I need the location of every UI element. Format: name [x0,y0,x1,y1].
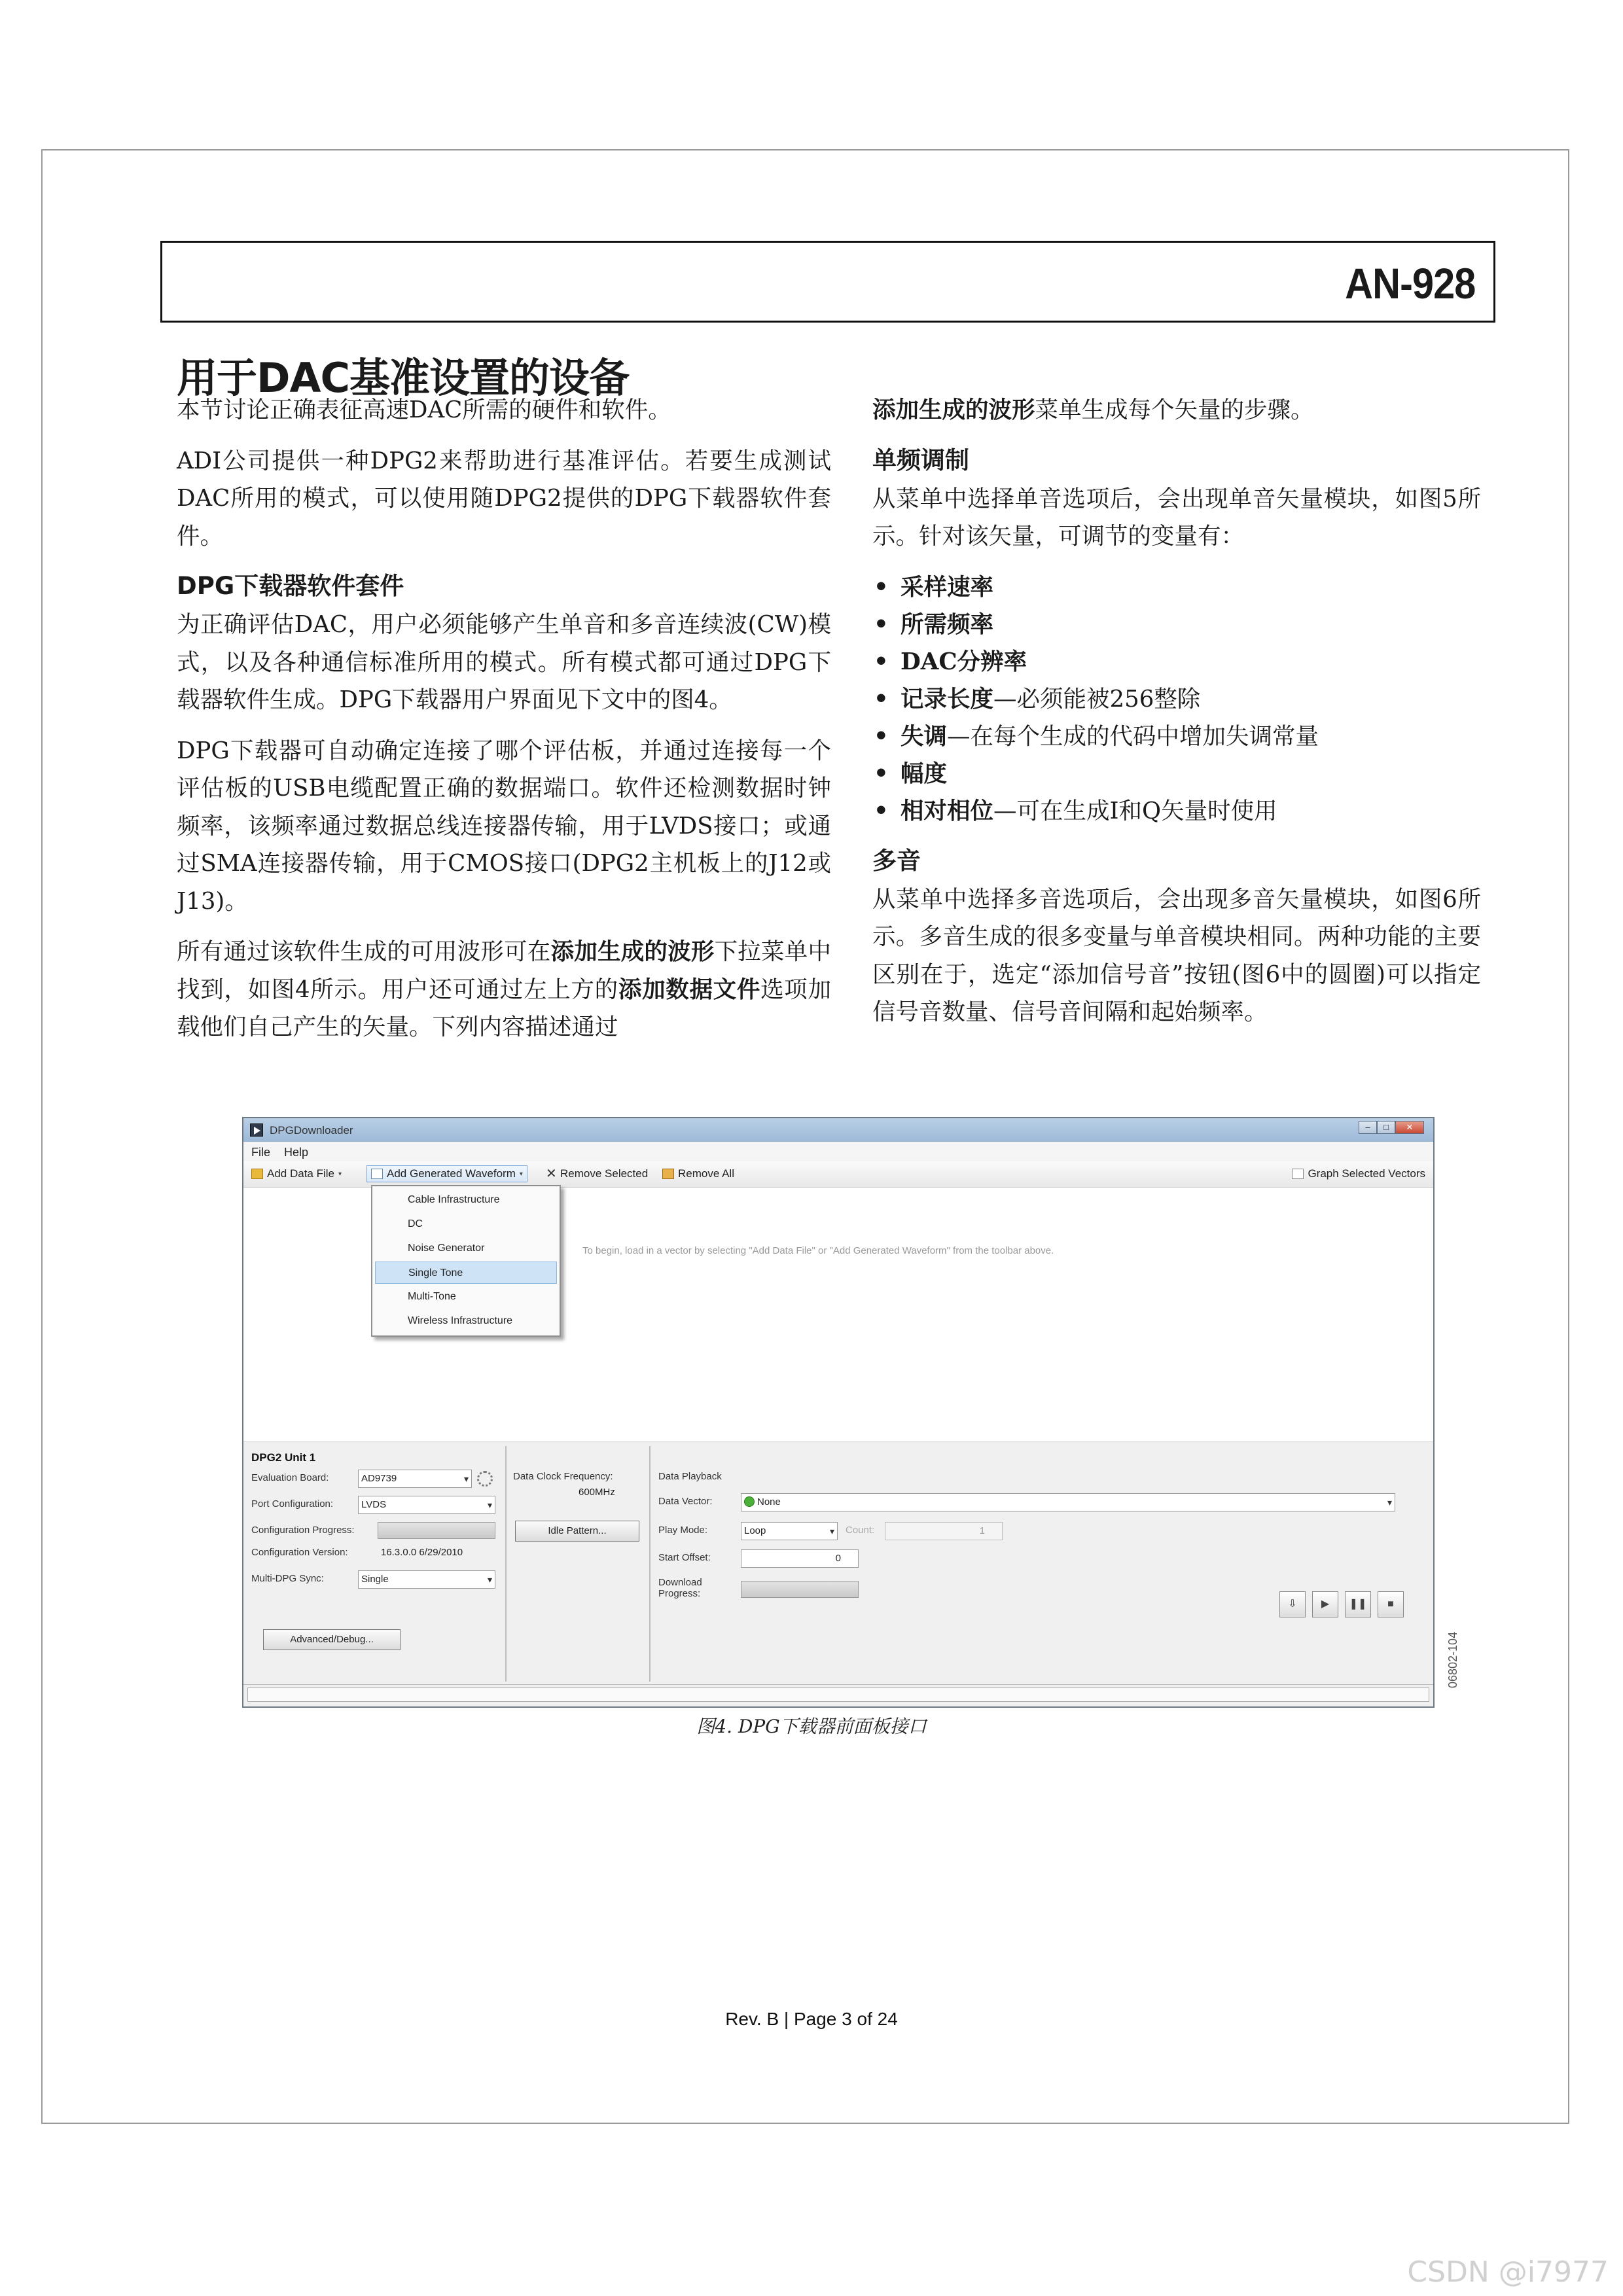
heading-single-tone: 单频调制 [872,446,969,474]
variable-list [872,569,1481,830]
window-controls [1359,1121,1424,1135]
menu-item-noise-generator[interactable]: Noise Generator [408,1243,485,1254]
toolbar [243,1161,1433,1188]
status-bar [243,1684,1433,1706]
config-progress-bar [378,1522,495,1539]
menu-file[interactable]: File [251,1146,271,1159]
empty-hint: To begin, load in a vector by selecting "Add Data File" or "Add Generated Waveform" from the toolbar above. [582,1245,1054,1256]
data-clock-value: 600MHz [579,1487,615,1498]
count-stepper[interactable]: 1 [885,1522,1003,1540]
graph-selected-vectors-button[interactable]: Graph Selected Vectors [1292,1167,1425,1180]
menu-ref-add-generated-2: 添加生成的波形 [872,397,1035,423]
left-column [177,391,831,1059]
menu-ref-add-data-file: 添加数据文件 [618,976,761,1003]
add-generated-waveform-button[interactable]: Add Generated Waveform ▾ [366,1165,527,1182]
multi-dpg-label: Multi-DPG Sync: [251,1573,324,1584]
gear-icon[interactable] [477,1471,493,1487]
data-clock-label: Data Clock Frequency: [513,1471,613,1482]
check-icon [744,1496,755,1507]
data-vector-label: Data Vector: [658,1496,713,1507]
stop-button[interactable]: ■ [1378,1591,1404,1617]
intro-paragraph: 本节讨论正确表征高速DAC所需的硬件和软件。 [177,397,671,423]
playback-title: Data Playback [658,1471,722,1482]
header-box [160,241,1495,323]
add-data-file-button[interactable]: Add Data File ▾ [251,1167,342,1180]
list-item: • 所需频率 [872,606,1481,643]
graph-icon [1292,1169,1304,1179]
config-version-value: 16.3.0.0 6/29/2010 [381,1547,463,1558]
maximize-button[interactable]: □ [1377,1121,1395,1134]
download-progress-bar [741,1581,859,1598]
pause-button[interactable]: ❚❚ [1345,1591,1371,1617]
list-item: • 记录长度—必须能被256整除 [872,680,1481,718]
watermark: CSDN @i7977 [1407,2255,1609,2289]
figure-code: 06802-104 [1446,1631,1459,1688]
list-item: • 幅度 [872,755,1481,792]
waveform-icon [371,1169,383,1179]
list-item: • DAC分辨率 [872,643,1481,680]
config-progress-label: Configuration Progress: [251,1525,355,1536]
status-bar-field [247,1687,1429,1702]
figure-caption: 图4. DPG下载器前面板接口 [696,1716,927,1737]
config-version-label: Configuration Version: [251,1547,348,1558]
advanced-debug-button[interactable]: Advanced/Debug... [263,1629,401,1650]
eval-board-select[interactable]: AD9739 ▾ [358,1470,472,1488]
doc-id: AN-928 [1344,259,1475,308]
continuation-paragraph: 添加生成的波形菜单生成每个矢量的步骤。 [872,397,1314,423]
menu-item-multi-tone[interactable]: Multi-Tone [408,1291,456,1302]
window-titlebar [243,1118,1433,1142]
port-config-select[interactable]: LVDS ▾ [358,1496,495,1514]
window-title: DPGDownloader [270,1124,353,1137]
waveforms-paragraph: 所有通过该软件生成的可用波形可在添加生成的波形下拉菜单中找到，如图4所示。用户还可通过左上方的添加数据文件选项加载他们自己产生的矢量。下列内容描述通过 [177,938,831,1040]
multi-tone-paragraph: 从菜单中选择多音选项后，会出现多音矢量模块，如图6所示。多音生成的很多变量与单音模块相同。两种功能的主要区别在于，选定“添加信号音”按钮(图6中的圆圈)可以指定信号音数量、信号音间隔和起始频率。 [872,885,1481,1025]
remove-selected-button[interactable]: ✕ Remove Selected [546,1167,649,1181]
dpg-downloader-window [242,1117,1435,1708]
minimize-button[interactable]: – [1359,1121,1377,1134]
list-item: • 相对相位—可在生成I和Q矢量时使用 [872,792,1481,830]
auto-detect-paragraph: DPG下载器可自动确定连接了哪个评估板，并通过连接每一个评估板的USB电缆配置正确的数据端口。软件还检测数据时钟频率，该频率通过数据总线连接器传输，用于LVDS接口；或通过SMA连接器传输，用于CMOS接口(DPG2主机板上的J12或J13)。 [177,737,831,915]
download-progress-label: Download Progress: [658,1577,702,1599]
multi-dpg-select[interactable]: Single ▾ [358,1570,495,1589]
download-button[interactable]: ⇩ [1279,1591,1306,1617]
evaluation-paragraph: 为正确评估DAC，用户必须能够产生单音和多音连续波(CW)模式，以及各种通信标准所用的模式。所有模式都可通过DPG下载器软件生成。DPG下载器用户界面见下文中的图4。 [177,611,831,713]
page-footer: Rev. B | Page 3 of 24 [725,2009,898,2029]
close-button[interactable]: ✕ [1395,1121,1424,1134]
menu-item-single-tone[interactable]: Single Tone [375,1262,557,1284]
folder-icon [251,1169,263,1179]
menu-bar [243,1142,1433,1161]
panel-divider [649,1446,651,1682]
list-item: • 失调—在每个生成的代码中增加失调常量 [872,718,1481,755]
chevron-down-icon: ▾ [338,1170,342,1178]
adi-paragraph: ADI公司提供一种DPG2来帮助进行基准评估。若要生成测试DAC所用的模式，可以使用随DPG2提供的DPG下载器软件套件。 [177,447,831,550]
data-vector-select[interactable]: None ▾ [741,1493,1395,1511]
play-mode-select[interactable]: Loop ▾ [741,1522,838,1540]
menu-item-dc[interactable]: DC [408,1218,423,1229]
heading-multi-tone: 多音 [872,846,921,875]
start-offset-label: Start Offset: [658,1552,711,1563]
waveform-dropdown-menu [371,1185,561,1337]
menu-item-wireless-infrastructure[interactable]: Wireless Infrastructure [408,1315,513,1326]
close-icon: ✕ [546,1167,557,1181]
panel-divider [505,1446,507,1682]
eval-board-label: Evaluation Board: [251,1472,329,1483]
menu-item-cable-infrastructure[interactable]: Cable Infrastructure [408,1194,500,1205]
port-config-label: Port Configuration: [251,1498,334,1510]
list-item: • 采样速率 [872,569,1481,606]
right-column [872,391,1481,1044]
menu-ref-add-generated: 添加生成的波形 [550,938,715,965]
menu-help[interactable]: Help [284,1146,309,1159]
remove-all-icon [662,1169,674,1179]
chevron-down-icon: ▾ [519,1170,523,1178]
single-tone-paragraph: 从菜单中选择单音选项后，会出现单音矢量模块，如图5所示。针对该矢量，可调节的变量有： [872,485,1481,550]
app-icon [250,1123,263,1137]
page-title: 用于DAC基准设置的设备 [177,354,629,402]
remove-all-button[interactable]: Remove All [662,1167,734,1180]
count-label: Count: [846,1525,875,1536]
dpg2-unit-panel [243,1441,1433,1687]
play-mode-label: Play Mode: [658,1525,708,1536]
heading-dpg-suite: DPG下载器软件套件 [177,572,404,600]
start-offset-stepper[interactable]: 0 [741,1549,859,1568]
idle-pattern-button[interactable]: Idle Pattern... [515,1521,639,1542]
play-button[interactable]: ▶ [1312,1591,1338,1617]
unit-title: DPG2 Unit 1 [251,1451,316,1464]
